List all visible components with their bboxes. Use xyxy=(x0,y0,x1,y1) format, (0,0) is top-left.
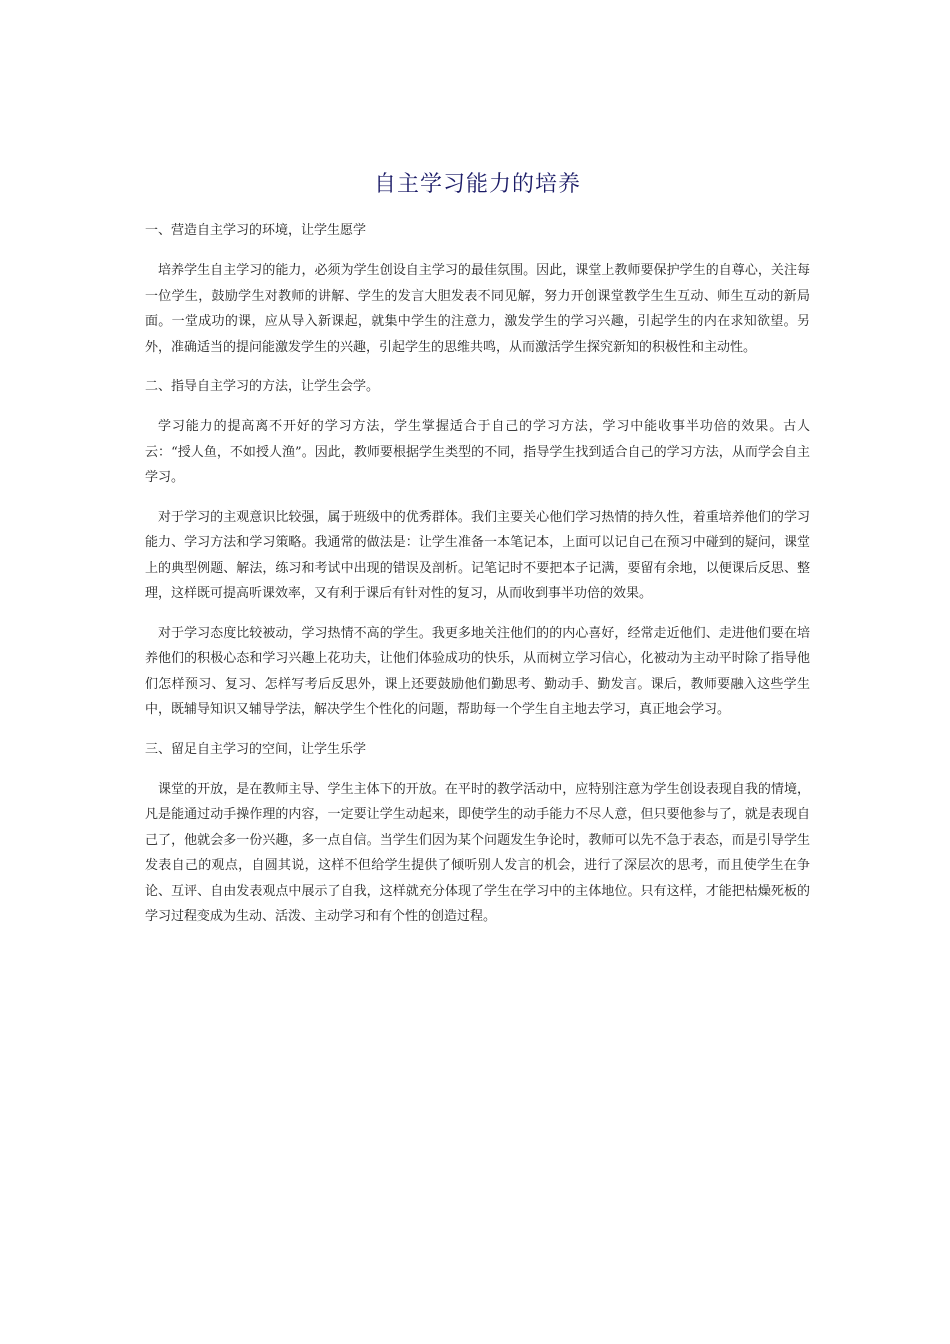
paragraph: 对于学习态度比较被动，学习热情不高的学生。我更多地关注他们的的内心喜好，经常走近他们、走进他们要在培养他们的积极心态和学习兴趣上花功夫，让他们体验成功的快乐，从而树立学习信心，化被动为主动平时除了指导他们怎样预习、复习、怎样写考后反思外，课上还要鼓励他们勤思考、勤动手、勤发言。课后，教师要融入这些学生中，既辅导知识又辅导学法，解决学生个性化的问题，帮助每一个学生自主地去学习，真正地会学习。 xyxy=(145,625,810,717)
document-body xyxy=(145,218,810,944)
paragraph: 培养学生自主学习的能力，必须为学生创设自主学习的最佳氛围。因此，课堂上教师要保护学生的自尊心，关注每一位学生，鼓励学生对教师的讲解、学生的发言大胆发表不同见解，努力开创课堂教学生生互动、师生互动的新局面。一堂成功的课，应从导入新课起，就集中学生的注意力，激发学生的学习兴趣，引起学生的内在求知欲望。另外，准确适当的提问能激发学生的兴趣，引起学生的思维共鸣，从而激活学生探究新知的积极性和主动性。 xyxy=(145,263,810,355)
paragraph: 课堂的开放，是在教师主导、学生主体下的开放。在平时的教学活动中，应特别注意为学生创设表现自我的情境，凡是能通过动手操作理的内容，一定要让学生动起来，即使学生的动手能力不尽人意，但只要他参与了，就是表现自己了，他就会多一份兴趣，多一点自信。当学生们因为某个问题发生争论时，教师可以先不急于表态，而是引导学生发表自己的观点，自圆其说，这样不但给学生提供了倾听别人发言的机会，进行了深层次的思考，而且使学生在争论、互评、自由发表观点中展示了自我，这样就充分体现了学生在学习中的主体地位。只有这样，才能把枯燥死板的学习过程变成为生动、活泼、主动学习和有个性的创造过程。 xyxy=(145,781,810,924)
section-heading: 二、指导自主学习的方法，让学生会学。 xyxy=(145,379,380,394)
document-title: 自主学习能力的培养 xyxy=(373,172,581,197)
section-heading: 三、留足自主学习的空间，让学生乐学 xyxy=(145,741,367,757)
section-heading: 一、营造自主学习的环境，让学生愿学 xyxy=(145,223,367,238)
section-method xyxy=(145,374,810,723)
section-environment xyxy=(145,218,810,360)
section-space xyxy=(145,737,810,930)
paragraph: 对于学习的主观意识比较强，属于班级中的优秀群体。我们主要关心他们学习热情的持久性，着重培养他们的学习能力、学习方法和学习策略。我通常的做法是：让学生准备一本笔记本，上面可以记自己在预习中碰到的疑问，课堂上的典型例题、解法，练习和考试中出现的错误及剖析。记笔记时不要把本子记满，要留有余地，以便课后反思、整理，这样既可提高听课效率，又有利于课后有针对性的复习，从而收到事半功倍的效果。 xyxy=(145,509,810,601)
paragraph: 学习能力的提高离不开好的学习方法，学生掌握适合于自己的学习方法，学习中能收事半功倍的效果。古人云：“授人鱼，不如授人渔”。因此，教师要根据学生类型的不同，指导学生找到适合自己的学习方法，从而学会自主学习。 xyxy=(145,419,810,485)
